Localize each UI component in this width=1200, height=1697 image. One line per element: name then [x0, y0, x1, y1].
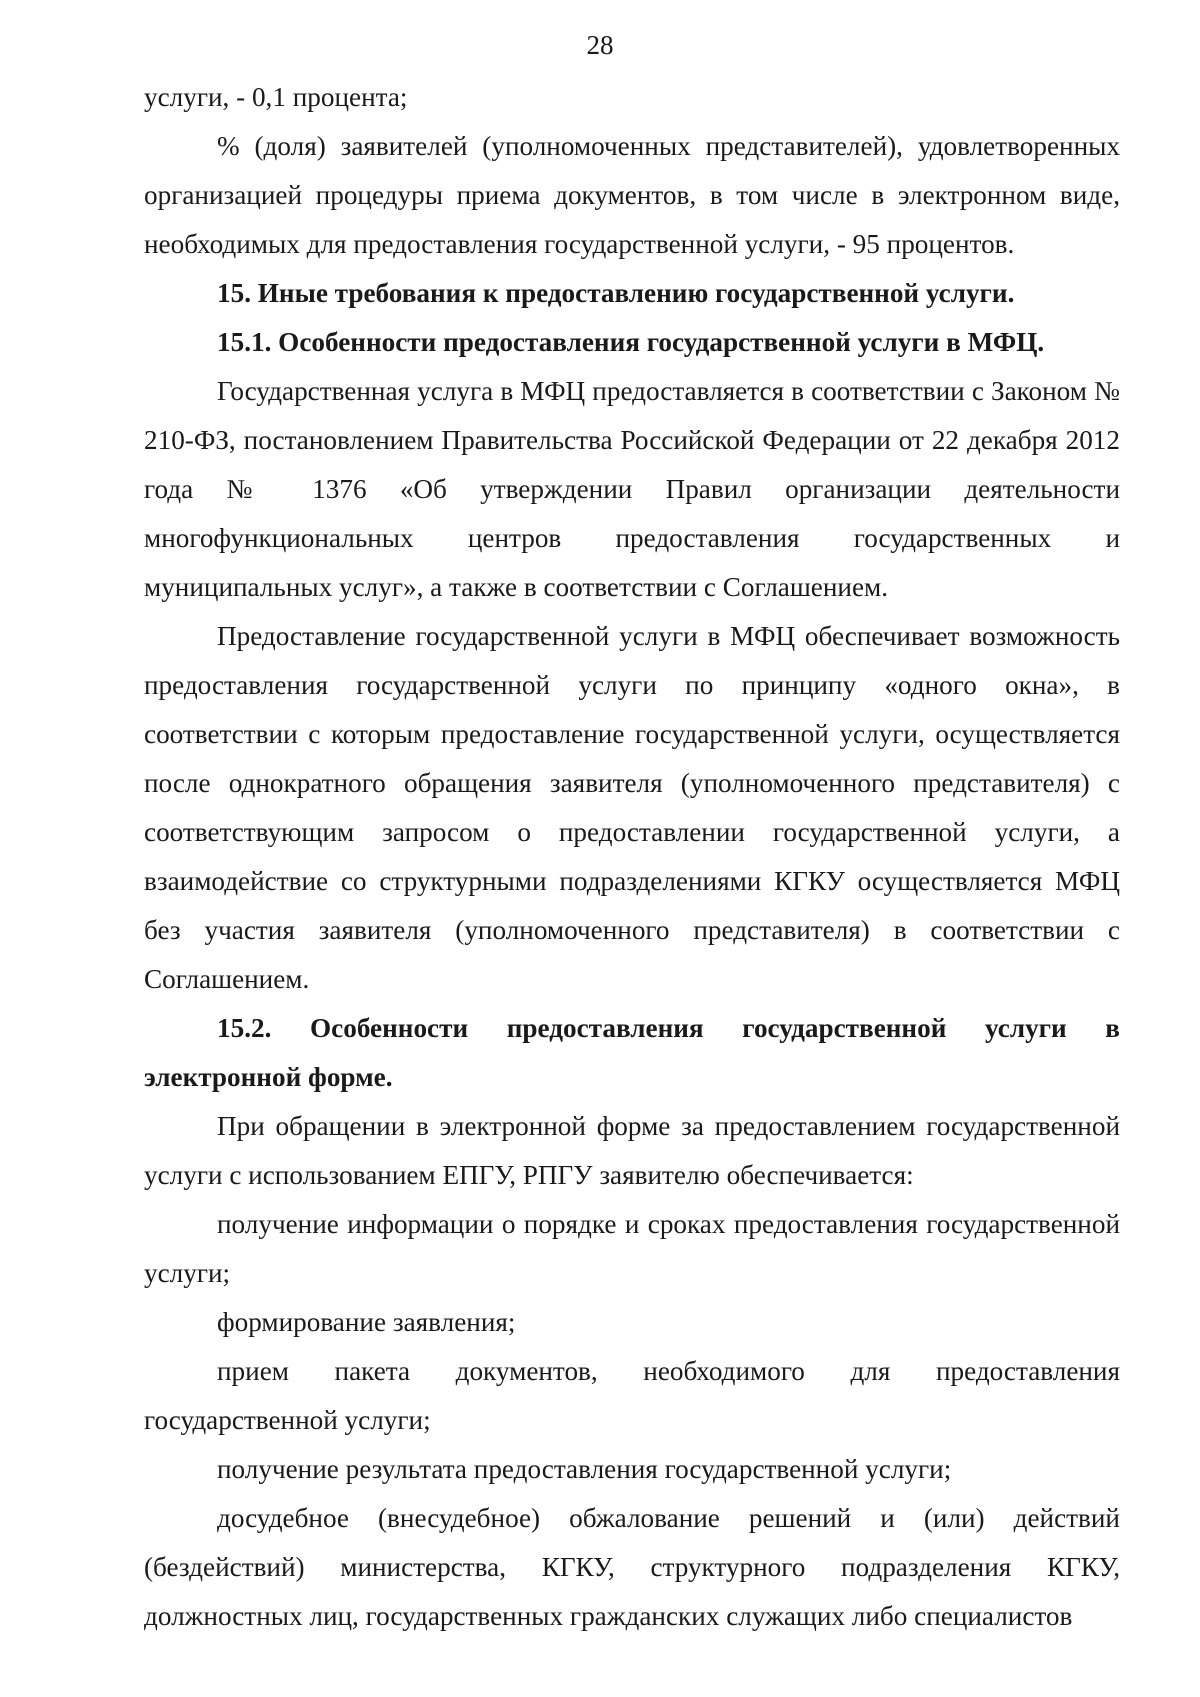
- list-item-documents: прием пакета документов, необходимого для предоставления государственной услуги;: [144, 1356, 1120, 1435]
- list-item-information: получение информации о порядке и сроках предоставления государственной услуги;: [144, 1209, 1120, 1288]
- paragraph-applicants-share: % (доля) заявителей (уполномоченных представителей), удовлетворенных организацией процедуры приема документов, в том числе в электронном виде, необходимых для предоставления государственной услуги, - 95 процентов.: [144, 131, 1120, 259]
- paragraph-one-window: Предоставление государственной услуги в МФЦ обеспечивает возможность предоставления государственной услуги по принципу «одного окна», в соответствии с которым предоставление государственной услуги, осуществляется после однократного обращения заявителя (уполномоченного представителя) с соответствующим запросом о предоставлении государственной услуги, а взаимодействие со структурными подразделениями КГКУ осуществляется МФЦ без участия заявителя (уполномоченного представителя) в соответствии с Соглашением.: [144, 621, 1120, 994]
- paragraph-continuation: услуги, - 0,1 процента;: [144, 82, 408, 112]
- list-item-appeal: досудебное (внесудебное) обжалование решений и (или) действий (бездействий) министерства, КГКУ, структурного подразделения КГКУ, должностных лиц, государственных гражданских служащих либо специалистов: [144, 1503, 1120, 1631]
- document-body: [144, 73, 1120, 1641]
- list-item-application: формирование заявления;: [217, 1307, 516, 1337]
- section-heading-15-1: 15.1. Особенности предоставления государственной услуги в МФЦ.: [217, 327, 1045, 357]
- paragraph-mfc-law: Государственная услуга в МФЦ предоставляется в соответствии с Законом № 210-ФЗ, постановлением Правительства Российской Федерации от 22 декабря 2012 года № 1376 «Об утверждении Правил организации деятельности многофункциональных центров предоставления государственных и муниципальных услуг», а также в соответствии с Соглашением.: [144, 376, 1120, 602]
- paragraph-electronic-form: При обращении в электронной форме за предоставлением государственной услуги с использованием ЕПГУ, РПГУ заявителю обеспечивается:: [144, 1111, 1120, 1190]
- section-heading-15-2: 15.2. Особенности предоставления государственной услуги в электронной форме.: [144, 1013, 1120, 1092]
- section-heading-15: 15. Иные требования к предоставлению государственной услуги.: [217, 278, 1015, 308]
- page-number: 28: [586, 30, 614, 60]
- list-item-result: получение результата предоставления государственной услуги;: [217, 1454, 952, 1484]
